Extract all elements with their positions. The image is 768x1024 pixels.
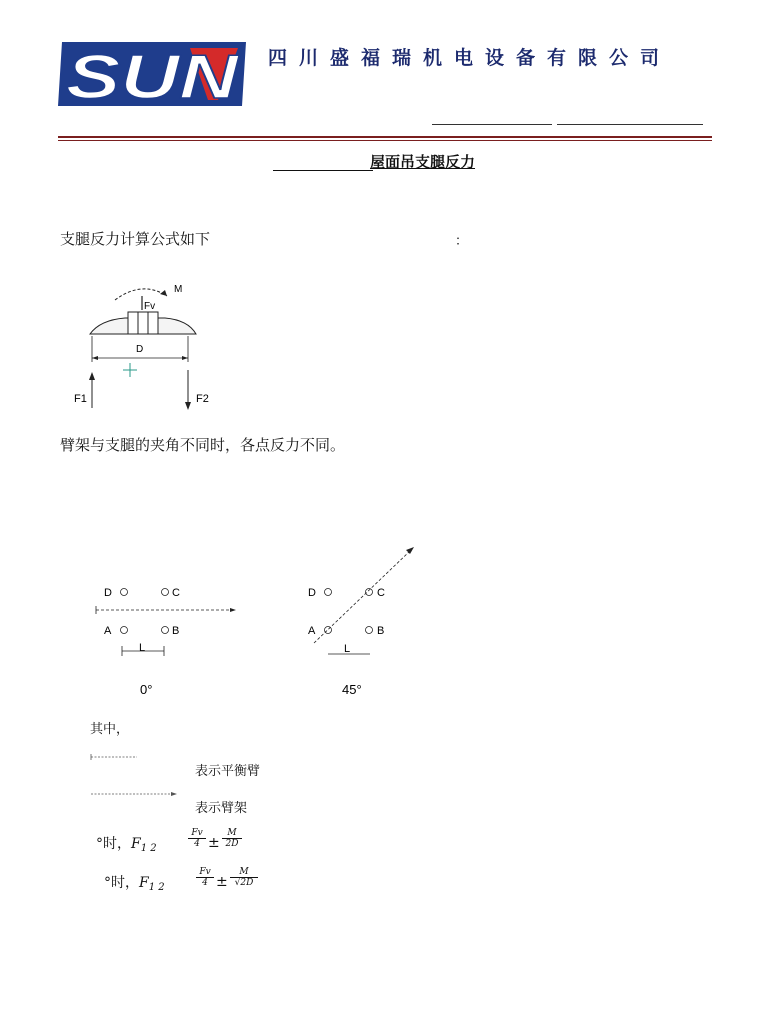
document-title: 屋面吊支腿反力 [370,153,476,171]
angle-45-label: 45° [342,682,362,697]
formula-0-lead [96,833,157,853]
formula-45-den-1: 4 [202,878,208,888]
formula-45-condition: °时， [104,875,139,891]
intro-colon: ： [455,234,469,249]
formula-45-var: F [139,875,149,891]
company-name: 四川盛福瑞机电设备有限公司 [268,47,672,69]
point-c-label-45: C [377,587,385,599]
force-label: Fv [144,301,156,312]
formula-0-frac-2 [222,828,242,849]
angle-note: 臂架与支腿的夹角不同时，各点反力不同。 [60,436,346,454]
blank-field-line [432,124,552,125]
point-d-label-45: D [308,587,316,599]
boom-legend-text: 表示臂架 [195,801,248,816]
point-a-label: A [104,625,112,637]
formula-0-condition: °时， [96,836,131,852]
formula-45-den-2: √2D [234,878,254,888]
point-d-label: D [104,587,112,599]
blank-field-line [557,124,703,125]
point-a-label-45: A [308,625,316,637]
formula-45-sub: 1 2 [148,882,165,893]
intro-text: 支腿反力计算公式如下 [60,230,211,248]
angle-0-label: 0° [140,682,153,697]
formula-45-frac-2 [230,867,258,888]
formula-0-frac-1 [188,828,206,849]
moment-label: M [174,284,183,295]
moment-arc [115,289,167,300]
formula-0-num-2: M [222,828,242,839]
point-c-label: C [172,587,180,599]
diameter-label: D [136,344,144,355]
formula-0-op: ± [208,835,220,851]
point-b-label-45: B [377,625,385,637]
moment-arrow-head [160,290,167,296]
formula-0-sub: 1 2 [140,843,157,854]
formula-45-num-2: M [230,867,258,878]
formula-45-num-1: Fv [196,867,214,878]
column-block [128,312,158,334]
boom-angle-diagram [88,540,428,700]
formula-0-den-2: 2D [225,839,239,849]
boom-line-45 [314,550,411,643]
balance-arm-legend-text: 表示平衡臂 [195,764,261,779]
formula-45-frac-1 [196,867,214,888]
boom-legend-line [89,789,179,799]
length-label-45: L [344,643,351,655]
balance-arm-legend-line [89,752,139,762]
point-b-label: B [172,625,180,637]
f1-label: F1 [74,393,87,405]
where-label: 其中， [90,722,130,737]
title-underline [273,170,373,171]
formula-0-var: F [131,836,141,852]
header-divider-thin [58,140,712,141]
header-divider [58,136,712,138]
formula-45-op: ± [216,874,228,890]
outrigger-force-diagram [70,278,220,416]
length-label: L [139,642,146,654]
formula-0-den-1: 4 [194,839,200,849]
formula-0-num-1: Fv [188,828,206,839]
logo-text: SUN [66,43,240,108]
formula-45-lead [104,872,165,892]
company-logo [58,40,248,108]
f2-label: F2 [196,393,209,405]
